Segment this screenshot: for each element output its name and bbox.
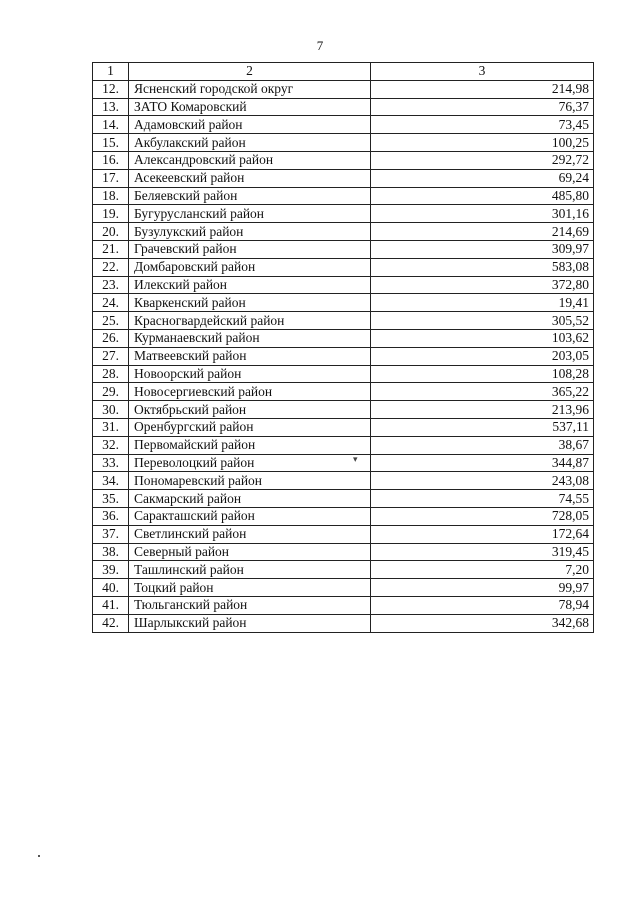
table-row xyxy=(93,561,594,579)
table-row xyxy=(93,98,594,116)
table-row xyxy=(93,436,594,454)
row-number: 13. xyxy=(93,98,129,116)
district-name: Ясненский городской округ xyxy=(129,80,371,98)
row-number: 33. xyxy=(93,454,129,472)
row-number: 38. xyxy=(93,543,129,561)
district-name: ЗАТО Комаровский xyxy=(129,98,371,116)
row-number: 26. xyxy=(93,329,129,347)
row-number: 12. xyxy=(93,80,129,98)
row-value: 76,37 xyxy=(371,98,594,116)
table-row xyxy=(93,365,594,383)
district-name: Ташлинский район xyxy=(129,561,371,579)
column-header-name: 2 xyxy=(129,63,371,81)
table-row xyxy=(93,543,594,561)
row-number: 15. xyxy=(93,134,129,152)
row-number: 25. xyxy=(93,312,129,330)
row-number: 36. xyxy=(93,507,129,525)
row-value: 537,11 xyxy=(371,418,594,436)
district-name: Илекский район xyxy=(129,276,371,294)
row-number: 39. xyxy=(93,561,129,579)
row-value: 305,52 xyxy=(371,312,594,330)
district-name: Беляевский район xyxy=(129,187,371,205)
district-name: Красногвардейский район xyxy=(129,312,371,330)
table-row xyxy=(93,472,594,490)
row-value: 74,55 xyxy=(371,490,594,508)
row-value: 342,68 xyxy=(371,614,594,632)
row-value: 73,45 xyxy=(371,116,594,134)
table-row xyxy=(93,205,594,223)
district-name: Тоцкий район xyxy=(129,579,371,597)
table-row xyxy=(93,276,594,294)
table-header xyxy=(93,63,594,81)
table-row xyxy=(93,80,594,98)
table-row xyxy=(93,294,594,312)
stray-mark: ▾ xyxy=(353,454,358,464)
row-number: 34. xyxy=(93,472,129,490)
table-row xyxy=(93,579,594,597)
table-row xyxy=(93,223,594,241)
row-number: 20. xyxy=(93,223,129,241)
data-table xyxy=(92,62,594,633)
row-value: 172,64 xyxy=(371,525,594,543)
district-name: Бугурусланский район xyxy=(129,205,371,223)
table-row xyxy=(93,258,594,276)
row-number: 30. xyxy=(93,401,129,419)
table-row xyxy=(93,240,594,258)
row-value: 214,69 xyxy=(371,223,594,241)
row-value: 485,80 xyxy=(371,187,594,205)
row-value: 319,45 xyxy=(371,543,594,561)
district-name: Оренбургский район xyxy=(129,418,371,436)
row-value: 100,25 xyxy=(371,134,594,152)
row-value: 292,72 xyxy=(371,151,594,169)
district-name: Саракташский район xyxy=(129,507,371,525)
table-row xyxy=(93,507,594,525)
row-value: 19,41 xyxy=(371,294,594,312)
table-row xyxy=(93,401,594,419)
district-name: Новоорский район xyxy=(129,365,371,383)
district-name: Адамовский район xyxy=(129,116,371,134)
row-number: 17. xyxy=(93,169,129,187)
column-header-value: 3 xyxy=(371,63,594,81)
district-name: Новосергиевский район xyxy=(129,383,371,401)
column-header-number: 1 xyxy=(93,63,129,81)
table-row xyxy=(93,383,594,401)
table-row xyxy=(93,116,594,134)
district-name: Александровский район xyxy=(129,151,371,169)
table-row xyxy=(93,490,594,508)
row-number: 31. xyxy=(93,418,129,436)
district-name: Северный район xyxy=(129,543,371,561)
table-row xyxy=(93,347,594,365)
row-number: 18. xyxy=(93,187,129,205)
table-row xyxy=(93,169,594,187)
row-number: 14. xyxy=(93,116,129,134)
row-number: 27. xyxy=(93,347,129,365)
row-value: 69,24 xyxy=(371,169,594,187)
row-value: 78,94 xyxy=(371,596,594,614)
row-number: 23. xyxy=(93,276,129,294)
table-row xyxy=(93,454,594,472)
row-number: 37. xyxy=(93,525,129,543)
table-row xyxy=(93,151,594,169)
row-value: 214,98 xyxy=(371,80,594,98)
table-row xyxy=(93,187,594,205)
district-name: Переволоцкий район xyxy=(129,454,371,472)
row-number: 41. xyxy=(93,596,129,614)
row-value: 309,97 xyxy=(371,240,594,258)
district-name: Курманаевский район xyxy=(129,329,371,347)
row-number: 29. xyxy=(93,383,129,401)
row-value: 243,08 xyxy=(371,472,594,490)
district-name: Кваркенский район xyxy=(129,294,371,312)
row-number: 21. xyxy=(93,240,129,258)
district-name: Светлинский район xyxy=(129,525,371,543)
district-name: Шарлыкский район xyxy=(129,614,371,632)
row-value: 365,22 xyxy=(371,383,594,401)
district-name: Пономаревский район xyxy=(129,472,371,490)
row-number: 40. xyxy=(93,579,129,597)
table-row xyxy=(93,329,594,347)
row-number: 35. xyxy=(93,490,129,508)
row-value: 372,80 xyxy=(371,276,594,294)
district-name: Акбулакский район xyxy=(129,134,371,152)
table-row xyxy=(93,596,594,614)
page-number: 7 xyxy=(316,38,324,53)
row-number: 42. xyxy=(93,614,129,632)
table-row xyxy=(93,614,594,632)
table-row xyxy=(93,525,594,543)
row-value: 103,62 xyxy=(371,329,594,347)
row-number: 19. xyxy=(93,205,129,223)
district-name: Октябрьский район xyxy=(129,401,371,419)
row-value: 301,16 xyxy=(371,205,594,223)
district-name: Бузулукский район xyxy=(129,223,371,241)
table-header-row xyxy=(93,63,594,81)
row-value: 344,87 xyxy=(371,454,594,472)
district-name: Грачевский район xyxy=(129,240,371,258)
row-value: 99,97 xyxy=(371,579,594,597)
row-number: 24. xyxy=(93,294,129,312)
row-number: 32. xyxy=(93,436,129,454)
district-name: Матвеевский район xyxy=(129,347,371,365)
row-number: 16. xyxy=(93,151,129,169)
row-value: 728,05 xyxy=(371,507,594,525)
row-value: 38,67 xyxy=(371,436,594,454)
row-value: 108,28 xyxy=(371,365,594,383)
row-value: 7,20 xyxy=(371,561,594,579)
stray-dot xyxy=(38,855,40,857)
table-row xyxy=(93,312,594,330)
table-row xyxy=(93,418,594,436)
row-value: 213,96 xyxy=(371,401,594,419)
table-row xyxy=(93,134,594,152)
district-name: Первомайский район xyxy=(129,436,371,454)
district-name: Сакмарский район xyxy=(129,490,371,508)
row-value: 203,05 xyxy=(371,347,594,365)
table-body xyxy=(93,80,594,632)
district-name: Асекеевский район xyxy=(129,169,371,187)
row-value: 583,08 xyxy=(371,258,594,276)
district-name: Домбаровский район xyxy=(129,258,371,276)
district-name: Тюльганский район xyxy=(129,596,371,614)
row-number: 22. xyxy=(93,258,129,276)
row-number: 28. xyxy=(93,365,129,383)
